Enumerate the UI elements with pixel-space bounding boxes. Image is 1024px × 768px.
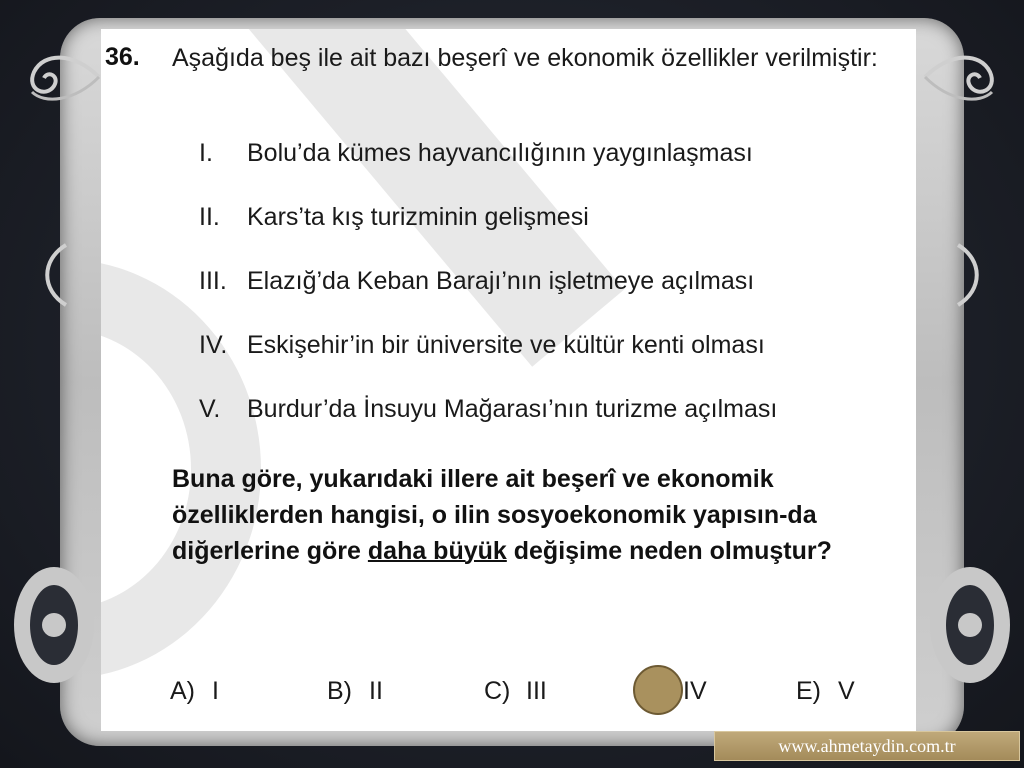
question-prompt	[172, 461, 912, 569]
watermark-shape	[198, 29, 624, 367]
option-value: I	[212, 677, 219, 705]
item-numeral: IV.	[199, 331, 228, 359]
website-badge: www.ahmetaydin.com.tr	[714, 731, 1020, 761]
damask-ornament-left-icon	[8, 560, 100, 690]
list-item	[199, 203, 589, 232]
option-b[interactable]	[327, 677, 383, 706]
scroll-ornament-top-left-icon	[14, 42, 104, 112]
option-value: II	[369, 677, 383, 705]
list-item	[199, 139, 753, 168]
option-value: V	[838, 677, 855, 705]
item-numeral: V.	[199, 395, 221, 423]
item-text: Eskişehir’in bir üniversite ve kültür kenti olması	[247, 331, 765, 359]
list-item	[199, 395, 777, 424]
question-number: 36.	[105, 43, 140, 71]
option-letter: A)	[170, 677, 195, 705]
item-numeral: III.	[199, 267, 227, 295]
question-intro: Aşağıda beş ile ait bazı beşerî ve ekonomik özellikler verilmiştir:	[172, 44, 878, 72]
item-text: Elazığ’da Keban Barajı’nın işletmeye açılması	[247, 267, 755, 295]
prompt-text-end: değişime neden olmuştur?	[506, 537, 832, 565]
item-text: Bolu’da kümes hayvancılığının yaygınlaşması	[247, 139, 753, 167]
scroll-ornament-mid-left-icon	[36, 240, 76, 310]
option-letter: B)	[327, 677, 352, 705]
prompt-text: Buna göre, yukarıdaki illere ait beşerî ve ekonomik özelliklerden hangisi, o ilin sosyoekonomik yapısın-da diğerlerine göre	[172, 465, 817, 565]
option-value: III	[526, 677, 547, 705]
list-item	[199, 267, 754, 296]
answer-marker	[633, 665, 683, 715]
question-slide	[101, 29, 916, 731]
item-text: Kars’ta kış turizminin gelişmesi	[247, 203, 589, 231]
damask-ornament-right-icon	[924, 560, 1016, 690]
item-text: Burdur’da İnsuyu Mağarası’nın turizme açılması	[247, 395, 778, 423]
item-numeral: I.	[199, 139, 213, 167]
option-letter: E)	[796, 677, 821, 705]
list-item	[199, 331, 765, 360]
option-letter: C)	[484, 677, 511, 705]
scroll-ornament-mid-right-icon	[948, 240, 988, 310]
option-a[interactable]	[170, 677, 219, 706]
item-numeral: II.	[199, 203, 220, 231]
option-c[interactable]	[484, 677, 547, 706]
option-e[interactable]	[796, 677, 855, 706]
prompt-emphasis: daha büyük	[367, 537, 507, 565]
scroll-ornament-top-right-icon	[920, 42, 1010, 112]
option-value: IV	[683, 677, 707, 705]
